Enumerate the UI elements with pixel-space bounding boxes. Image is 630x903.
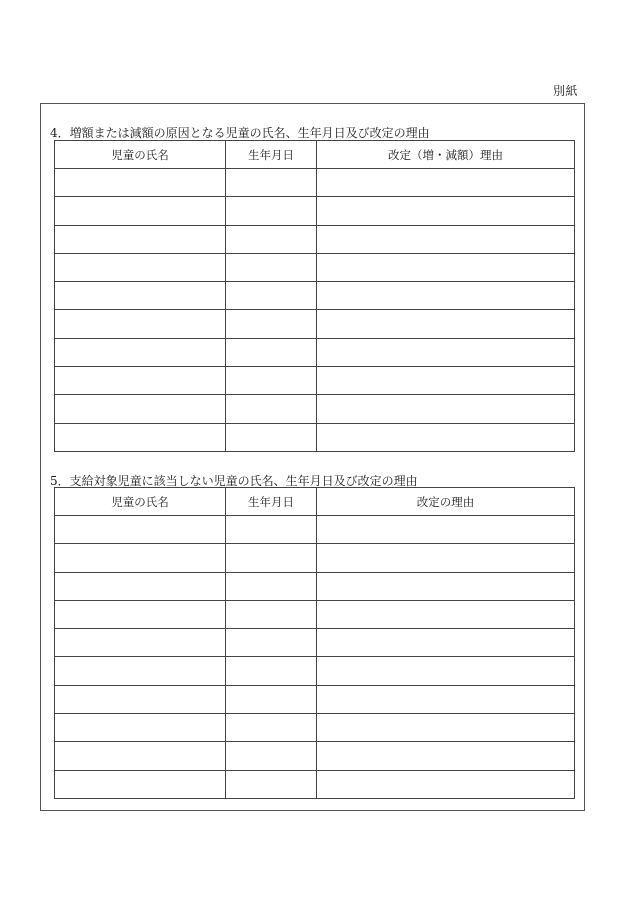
- birthdate-cell[interactable]: [226, 338, 317, 366]
- birthdate-cell[interactable]: [226, 423, 317, 451]
- reason-cell[interactable]: [317, 395, 575, 423]
- section-4-heading: 4．増額または減額の原因となる児童の氏名、生年月日及び改定の理由: [50, 126, 430, 140]
- reason-cell[interactable]: [317, 544, 575, 572]
- table-row: [55, 714, 575, 742]
- table-row: [55, 629, 575, 657]
- table-row: [55, 310, 575, 338]
- column-header-child-name: 児童の氏名: [55, 488, 226, 516]
- child-name-cell[interactable]: [55, 395, 226, 423]
- reason-cell[interactable]: [317, 367, 575, 395]
- column-header-child-name: 児童の氏名: [55, 141, 226, 169]
- table-row: [55, 600, 575, 628]
- reason-cell[interactable]: [317, 770, 575, 798]
- child-name-cell[interactable]: [55, 516, 226, 544]
- section-5-table: [54, 487, 575, 799]
- section-5-heading: 5．支給対象児童に該当しない児童の氏名、生年月日及び改定の理由: [50, 474, 418, 488]
- birthdate-cell[interactable]: [226, 629, 317, 657]
- column-header-reason: 改定（増・減額）理由: [317, 141, 575, 169]
- reason-cell[interactable]: [317, 572, 575, 600]
- child-name-cell[interactable]: [55, 685, 226, 713]
- child-name-cell[interactable]: [55, 282, 226, 310]
- table-row: [55, 225, 575, 253]
- child-name-cell[interactable]: [55, 253, 226, 281]
- table-row: [55, 685, 575, 713]
- column-header-birthdate: 生年月日: [226, 141, 317, 169]
- reason-cell[interactable]: [317, 516, 575, 544]
- reason-cell[interactable]: [317, 714, 575, 742]
- birthdate-cell[interactable]: [226, 395, 317, 423]
- table-row: [55, 544, 575, 572]
- table-header-row: [55, 488, 575, 516]
- table-row: [55, 742, 575, 770]
- birthdate-cell[interactable]: [226, 657, 317, 685]
- birthdate-cell[interactable]: [226, 742, 317, 770]
- birthdate-cell[interactable]: [226, 685, 317, 713]
- reason-cell[interactable]: [317, 338, 575, 366]
- birthdate-cell[interactable]: [226, 225, 317, 253]
- reason-cell[interactable]: [317, 282, 575, 310]
- child-name-cell[interactable]: [55, 197, 226, 225]
- table-row: [55, 423, 575, 451]
- table-row: [55, 572, 575, 600]
- child-name-cell[interactable]: [55, 544, 226, 572]
- section-5-rows: [55, 516, 575, 799]
- birthdate-cell[interactable]: [226, 516, 317, 544]
- reason-cell[interactable]: [317, 310, 575, 338]
- birthdate-cell[interactable]: [226, 770, 317, 798]
- table-row: [55, 338, 575, 366]
- child-name-cell[interactable]: [55, 742, 226, 770]
- reason-cell[interactable]: [317, 423, 575, 451]
- birthdate-cell[interactable]: [226, 367, 317, 395]
- reason-cell[interactable]: [317, 197, 575, 225]
- child-name-cell[interactable]: [55, 657, 226, 685]
- table-header-row: [55, 141, 575, 169]
- reason-cell[interactable]: [317, 685, 575, 713]
- table-row: [55, 657, 575, 685]
- child-name-cell[interactable]: [55, 338, 226, 366]
- birthdate-cell[interactable]: [226, 600, 317, 628]
- child-name-cell[interactable]: [55, 629, 226, 657]
- child-name-cell[interactable]: [55, 367, 226, 395]
- table-row: [55, 197, 575, 225]
- reason-cell[interactable]: [317, 742, 575, 770]
- birthdate-cell[interactable]: [226, 544, 317, 572]
- attachment-label: 別紙: [553, 84, 579, 98]
- table-row: [55, 253, 575, 281]
- child-name-cell[interactable]: [55, 572, 226, 600]
- child-name-cell[interactable]: [55, 770, 226, 798]
- reason-cell[interactable]: [317, 600, 575, 628]
- reason-cell[interactable]: [317, 657, 575, 685]
- table-row: [55, 395, 575, 423]
- birthdate-cell[interactable]: [226, 169, 317, 197]
- child-name-cell[interactable]: [55, 310, 226, 338]
- table-row: [55, 367, 575, 395]
- table-row: [55, 282, 575, 310]
- reason-cell[interactable]: [317, 629, 575, 657]
- table-row: [55, 169, 575, 197]
- child-name-cell[interactable]: [55, 169, 226, 197]
- reason-cell[interactable]: [317, 225, 575, 253]
- child-name-cell[interactable]: [55, 423, 226, 451]
- column-header-birthdate: 生年月日: [226, 488, 317, 516]
- column-header-reason: 改定の理由: [317, 488, 575, 516]
- birthdate-cell[interactable]: [226, 282, 317, 310]
- birthdate-cell[interactable]: [226, 197, 317, 225]
- birthdate-cell[interactable]: [226, 253, 317, 281]
- birthdate-cell[interactable]: [226, 714, 317, 742]
- child-name-cell[interactable]: [55, 600, 226, 628]
- table-row: [55, 770, 575, 798]
- section-4-rows: [55, 169, 575, 452]
- reason-cell[interactable]: [317, 169, 575, 197]
- table-row: [55, 516, 575, 544]
- section-4-table: [54, 140, 575, 452]
- reason-cell[interactable]: [317, 253, 575, 281]
- child-name-cell[interactable]: [55, 714, 226, 742]
- child-name-cell[interactable]: [55, 225, 226, 253]
- birthdate-cell[interactable]: [226, 572, 317, 600]
- birthdate-cell[interactable]: [226, 310, 317, 338]
